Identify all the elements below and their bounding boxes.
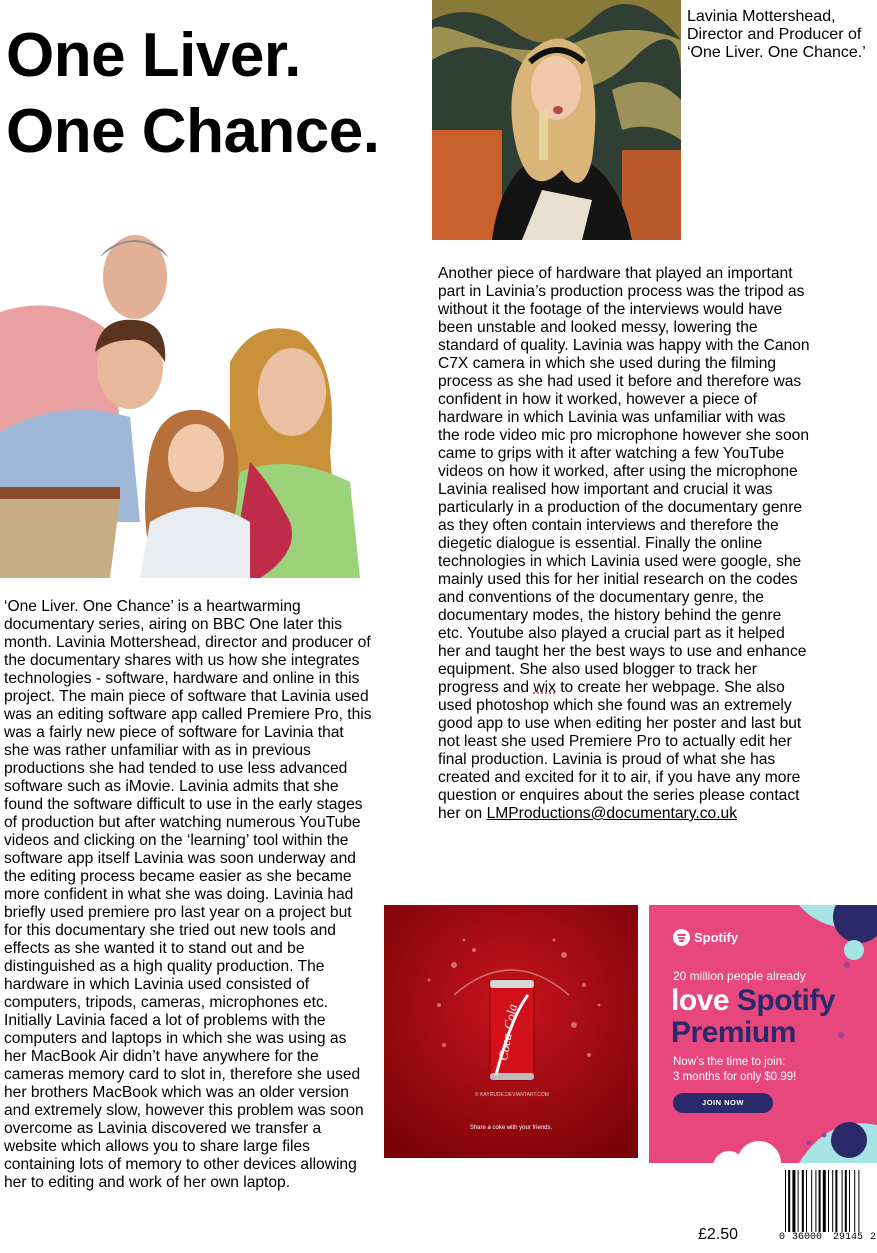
misspelled-word-wix: wix <box>533 679 556 696</box>
barcode-bar <box>815 1170 816 1232</box>
spotify-headline <box>671 985 835 1017</box>
photo-caption: Lavinia Mottershead, Director and Producer of ‘One Liver. One Chance.’ <box>687 8 866 61</box>
barcode-bar <box>854 1170 855 1232</box>
contact-email-link[interactable]: LMProductions@documentary.co.uk <box>486 805 737 822</box>
barcode-bar <box>842 1170 843 1232</box>
coca-cola-advert <box>384 905 638 1158</box>
barcode-bar <box>835 1170 837 1232</box>
spotify-love: love <box>671 984 730 1017</box>
spotify-offer-line: 3 months for only $0.99! <box>673 1071 797 1083</box>
family-illustration <box>0 222 360 578</box>
spotify-advert <box>649 905 877 1163</box>
coke-watermark: © KAYRUDE.DEVIANTART.COM <box>475 1092 549 1098</box>
barcode-bar <box>858 1170 859 1232</box>
barcode-bar <box>792 1170 795 1232</box>
portrait-illustration <box>432 0 681 240</box>
article-body-right <box>438 265 810 823</box>
barcode-bar <box>806 1170 807 1232</box>
spotify-offer <box>673 1055 853 1085</box>
spotify-word: Spotify <box>736 984 836 1017</box>
join-now-button[interactable]: JOIN NOW <box>673 1093 773 1113</box>
article-right-text-2: to create her webpage. She also used photoshop which she found was an extremely good app to use when editing her poster and last but not least she used Premiere Pro to actually edit her final production. Lavinia is proud of what she has created and excited for it to air, if you have any more question or enquires about the series please contact her on <box>438 679 802 822</box>
barcode-digit-first: 0 <box>779 1232 786 1243</box>
barcode-bar <box>798 1170 799 1232</box>
barcode-digit-last: 2 <box>870 1232 877 1243</box>
barcode-bar <box>788 1170 790 1232</box>
photo-family <box>0 222 360 578</box>
barcode-bar <box>802 1170 804 1232</box>
article-body-left: ‘One Liver. One Chance’ is a heartwarming documentary series, airing on BBC One later this month. Lavinia Mottershead, director and producer of the documentary shares with us how she integrates technologies - software, hardware and online in this project. The main piece of software that Lavinia used was an editing software app called Premiere Pro, this was a fairly new piece of software for Lavinia that she was rather unfamiliar with as in previous productions she had tended to use less advanced software such as iMovie. Lavinia admits that she found the software difficult to use in the early stages of production but after watching numerous YouTube videos and clicking on the ‘learning’ tool within the software app itself Lavinia was soon underway and the editing process became easier as she became more confident in what she was doing. Lavinia had briefly used premiere pro last year on a project but for this documentary she tried out new tools and effects as she wanted it to stand out and be distinguished as a high quality production. The hardware in which Lavinia used consisted of computers, tripods, cameras, microphones etc. Initially Lavinia faced a lot of problems with the computers and laptops in which she was using as her MacBook Air didn’t have anywhere for the cameras memory card to slot in, therefore she used her brothers MacBook which was an older version and extremely slow, however this problem was soon overcome as Lavinia discovered we transfer a website which allows you to share large files containing lots of memory to other devices allowing her to editing and work of her own laptop. <box>4 598 372 1191</box>
coke-can-illustration <box>384 905 638 1158</box>
coke-tagline: Share a coke with your friends. <box>469 1125 553 1131</box>
barcode-bar <box>849 1170 850 1232</box>
barcode-bar <box>823 1170 826 1232</box>
barcode-bar <box>785 1170 786 1232</box>
price: £2.50 <box>698 1226 739 1243</box>
barcode-bar <box>828 1170 829 1232</box>
spotify-now-line: Now’s the time to join: <box>673 1056 786 1068</box>
coke-logo-text: Coca-Cola <box>495 1002 520 1062</box>
headline-line-1: One Liver. <box>6 21 301 90</box>
headline <box>6 18 380 170</box>
headline-line-2: One Chance. <box>6 97 380 166</box>
barcode-bar <box>819 1170 821 1232</box>
barcode-group-2: 29145 <box>833 1232 864 1243</box>
spotify-logo-icon <box>673 929 690 946</box>
photo-lavinia-mottershead <box>432 0 681 240</box>
article-right-text-1: Another piece of hardware that played an important part in Lavinia’s production process was the tripod as without it the footage of the interviews would have been unstable and looked messy, lowering the standard of quality. Lavinia was happy with the Canon C7X camera in which she used during the filming process as she had used it before and therefore was confident in how it worked, however a piece of hardware in which Lavinia was unfamiliar with was the rode video mic pro microphone however she soon came to grips with it after watching a few YouTube videos on how it worked, after using the microphone Lavinia realised how important and crucial it was particularly in a production of the documentary genre as they often contain interviews and therefore the diegetic dialogue is essential. Finally the online technologies in which Lavinia used were google, she mainly used this for her initial research on the codes and conventions of the documentary genre, the documentary modes, the history behind the genre etc. Youtube also played a crucial part as it helped her and taught her the best ways to use and enhance equipment. She also used blogger to track her progress and <box>438 265 810 696</box>
spotify-brand: Spotify <box>694 930 739 945</box>
spotify-logo <box>673 929 738 946</box>
barcode-group-1: 36000 <box>792 1232 823 1243</box>
barcode-bar <box>845 1170 847 1232</box>
barcode-bar <box>811 1170 812 1232</box>
barcode-bar <box>832 1170 833 1232</box>
spotify-premium: Premium <box>671 1016 796 1049</box>
spotify-subline: 20 million people already <box>673 969 806 983</box>
